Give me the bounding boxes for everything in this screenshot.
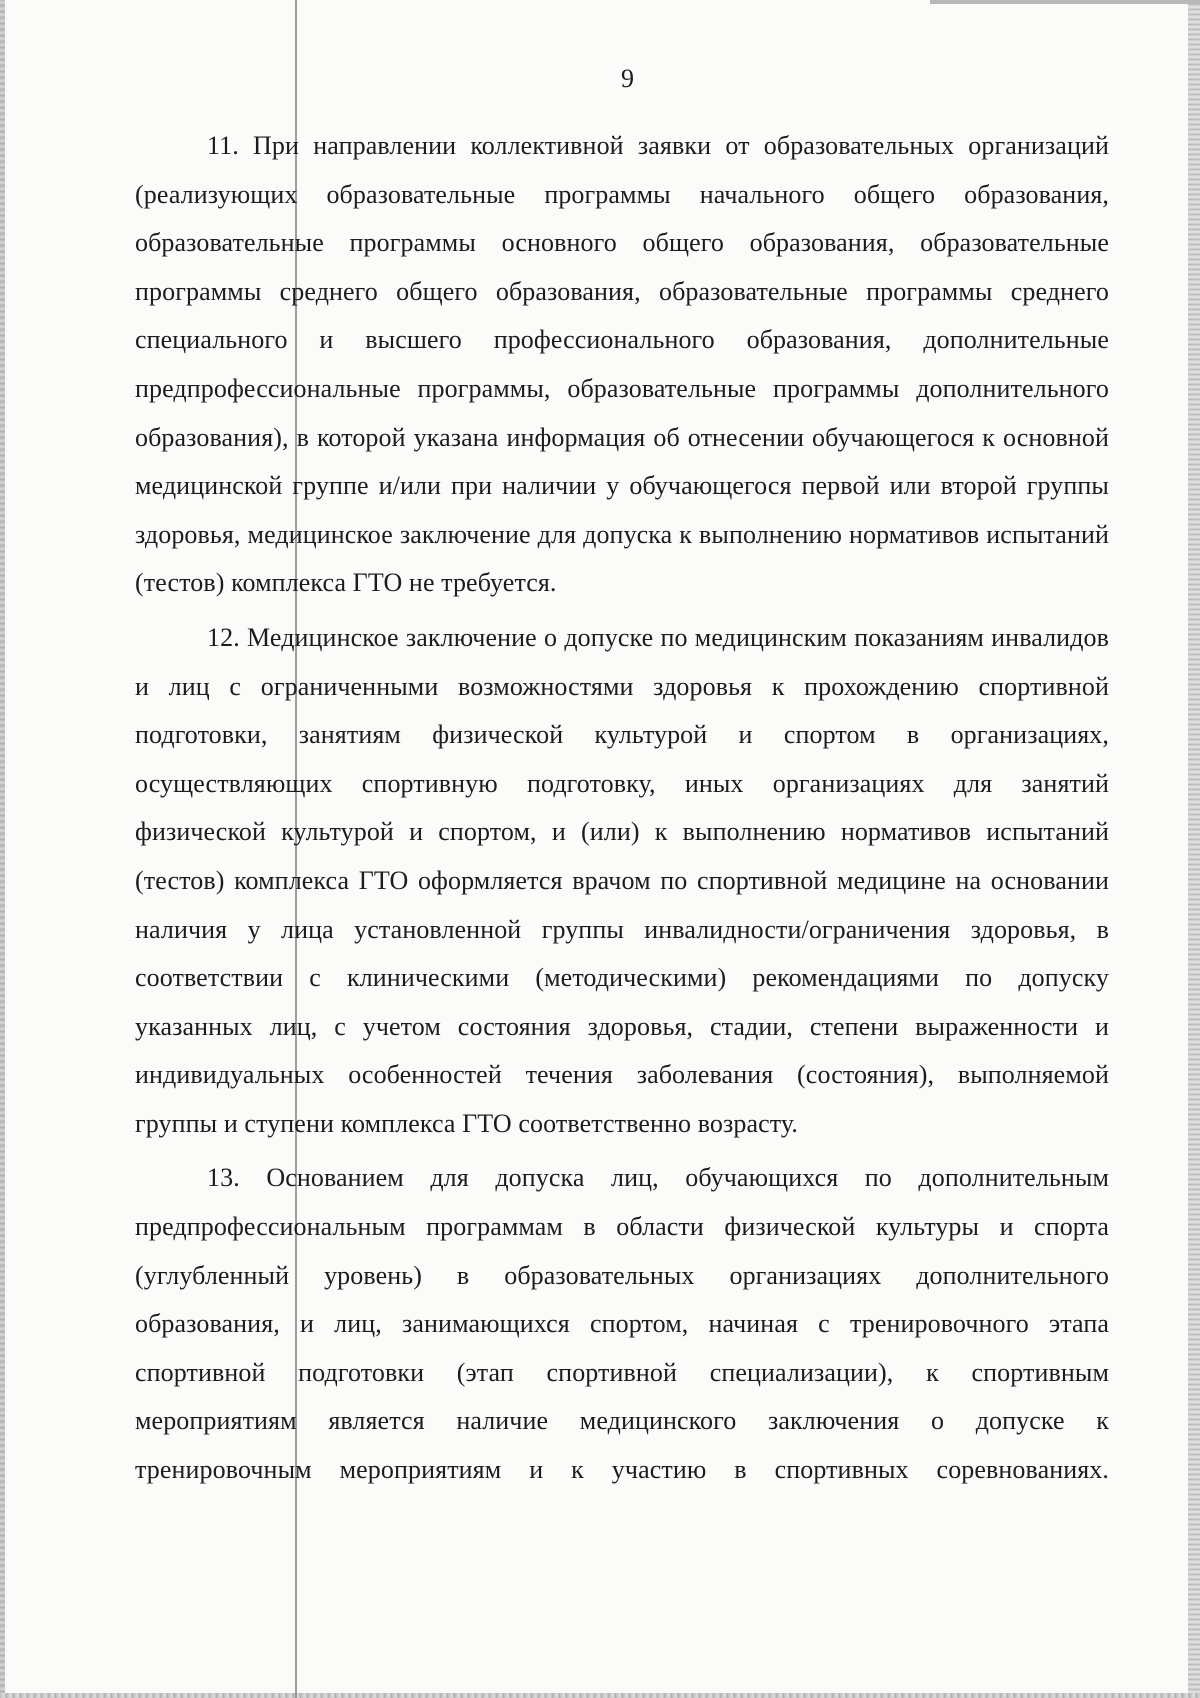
scan-right-edge [1188, 0, 1200, 1698]
paragraph-11: 11. При направлении коллективной заявки от образовательных организаций (реализующих образовательные программы начального общего образования, образовательные программы основного общего образования, образовательные программы среднего общего образования, образовательные программы среднего специального и высшего профессионального образования, дополнительные предпрофессиональные программы, образовательные программы дополнительного образования), в которой указана информация об отнесении обучающегося к основной медицинской группе и/или при наличии у обучающегося первой или второй группы здоровья, медицинское заключение для допуска к выполнению нормативов испытаний (тестов) комплекса ГТО не требуется. [135, 131, 1109, 598]
scan-top-edge [930, 0, 1200, 4]
scan-left-edge [0, 0, 5, 1698]
scan-bottom-edge [0, 1693, 1200, 1698]
document-body [135, 122, 1109, 1495]
paragraph-12: 12. Медицинское заключение о допуске по медицинским показаниям инвалидов и лиц с ограниченными возможностями здоровья к прохождению спортивной подготовки, занятиям физической культурой и спортом в организациях, осуществляющих спортивную подготовку, иных организациях для занятий физической культурой и спортом, и (или) к выполнению нормативов испытаний (тестов) комплекса ГТО оформляется врачом по спортивной медицине на основании наличия у лица установленной группы инвалидности/ограничения здоровья, в соответствии с клиническими (методическими) рекомендациями по допуску указанных лиц, с учетом состояния здоровья, стадии, степени выраженности и индивидуальных особенностей течения заболевания (состояния), выполняемой группы и ступени комплекса ГТО соответственно возрасту. [135, 622, 1109, 1138]
page-number: 9 [621, 64, 634, 93]
paragraph-13: 13. Основанием для допуска лиц, обучающихся по дополнительным предпрофессиональным программам в области физической культуры и спорта (углубленный уровень) в образовательных организациях дополнительного образования, и лиц, занимающихся спортом, начиная с тренировочного этапа спортивной подготовки (этап спортивной специализации), к спортивным мероприятиям является наличие медицинского заключения о допуске к тренировочным мероприятиям и к участию в спортивных соревнованиях. [135, 1163, 1109, 1485]
